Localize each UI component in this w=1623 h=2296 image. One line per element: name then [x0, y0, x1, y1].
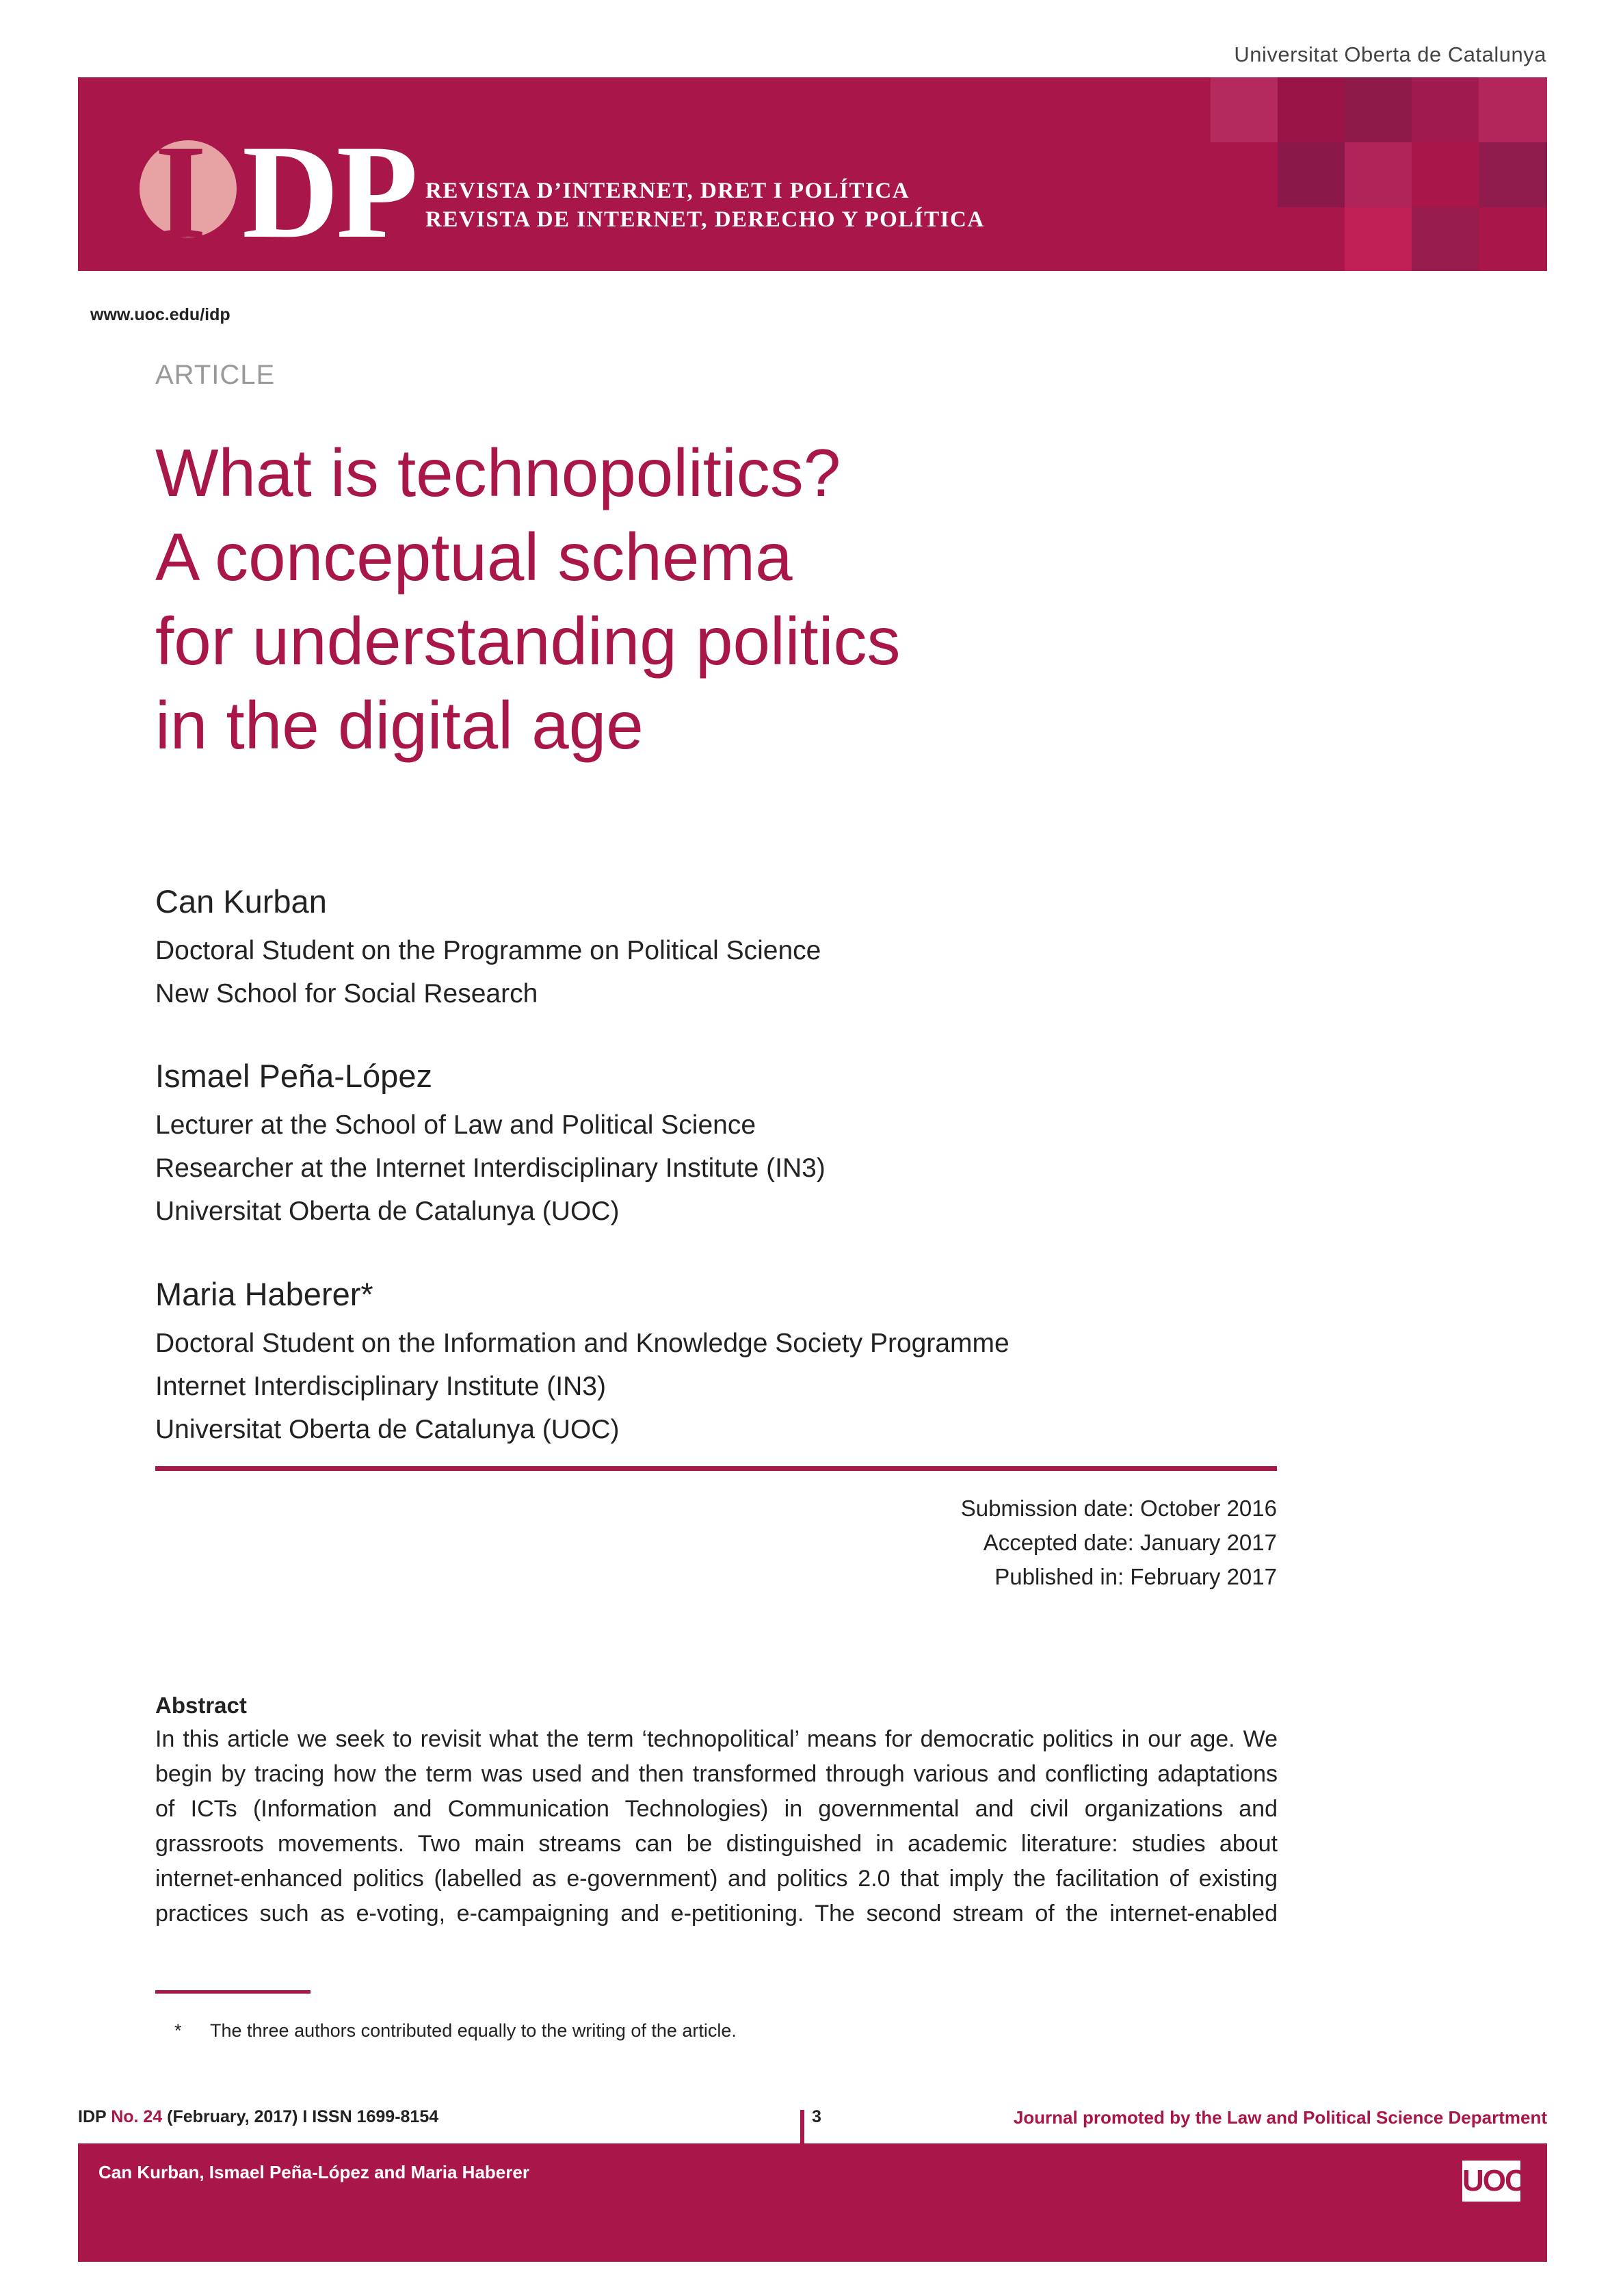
- article-title: [155, 431, 1318, 768]
- banner-mosaic-tile: [1278, 142, 1345, 207]
- submission-date: Submission date: October 2016: [960, 1496, 1277, 1521]
- accepted-date: Accepted date: January 2017: [983, 1530, 1277, 1555]
- author-affiliation: Doctoral Student on the Information and Knowledge Society Programme: [155, 1329, 1010, 1358]
- author-affiliation: Universitat Oberta de Catalunya (UOC): [155, 1415, 620, 1444]
- logo-letter-i: I: [155, 118, 207, 266]
- issue-journal: IDP: [78, 2107, 107, 2126]
- author-affiliation: Lecturer at the School of Law and Political Science: [155, 1110, 756, 1140]
- footnote-marker: *: [174, 2020, 182, 2041]
- banner-mosaic-tile: [1345, 207, 1412, 271]
- banner-mosaic-tile: [1345, 142, 1412, 207]
- footer-authors: Can Kurban, Ismael Peña-López and Maria Haberer: [98, 2162, 529, 2182]
- title-line: in the digital age: [155, 688, 644, 763]
- journal-url[interactable]: www.uoc.edu/idp: [90, 305, 230, 324]
- author-affiliation: Internet Interdisciplinary Institute (IN3): [155, 1372, 606, 1401]
- banner-mosaic-tile: [1278, 77, 1345, 142]
- issue-details: (February, 2017) I ISSN 1699-8154: [167, 2107, 439, 2126]
- page-number: 3: [812, 2107, 821, 2126]
- banner-mosaic-tile: [1479, 77, 1547, 142]
- abstract-line: grassroots movements. Two main streams can be distinguished in academic literature: studies about: [155, 1831, 1278, 1857]
- footnote: [174, 2020, 737, 2041]
- title-line: for understanding politics: [155, 603, 901, 679]
- abstract-line: internet-enhanced politics (labelled as e-government) and politics 2.0 that imply the facilitation of existing: [155, 1866, 1278, 1892]
- uoc-logo-icon: UOC: [1462, 2161, 1520, 2202]
- abstract-text: [155, 1722, 1278, 1931]
- page-marker-bar: [800, 2110, 804, 2144]
- abstract-line: In this article we seek to revisit what the term ‘technopolitical’ means for democratic politics in our age. We: [155, 1726, 1278, 1752]
- banner-mosaic-tile: [1479, 142, 1547, 207]
- abstract-heading: Abstract: [155, 1693, 247, 1718]
- title-line: What is technopolitics?: [155, 435, 841, 510]
- author-name: Ismael Peña-López: [155, 1058, 432, 1094]
- author-name: Maria Haberer*: [155, 1276, 373, 1312]
- author-name: Can Kurban: [155, 883, 327, 919]
- footnote-divider: [155, 1990, 311, 1994]
- university-name: Universitat Oberta de Catalunya: [1234, 42, 1546, 66]
- journal-banner: [78, 77, 1547, 271]
- author-affiliation: New School for Social Research: [155, 979, 538, 1008]
- footnote-text: The three authors contributed equally to the writing of the article.: [210, 2020, 737, 2041]
- section-label: ARTICLE: [155, 360, 276, 390]
- issue-number: No. 24: [111, 2107, 163, 2126]
- abstract-line: begin by tracing how the term was used and then transformed through various and conflicting adaptations: [155, 1761, 1278, 1787]
- footer-band: [78, 2143, 1547, 2262]
- banner-mosaic-tile: [1211, 77, 1278, 142]
- journal-name-spanish: REVISTA DE INTERNET, DERECHO Y POLÍTICA: [425, 207, 985, 232]
- banner-mosaic-tile: [1412, 77, 1479, 142]
- banner-mosaic-tile: [1345, 77, 1412, 142]
- logo-letters-dp: DP: [242, 118, 416, 266]
- promoted-by: Journal promoted by the Law and Political Science Department: [1013, 2107, 1547, 2128]
- author-affiliation: Doctoral Student on the Programme on Political Science: [155, 936, 821, 965]
- section-divider: [155, 1466, 1277, 1471]
- banner-mosaic-tile: [1412, 207, 1479, 271]
- title-line: A conceptual schema: [155, 519, 793, 595]
- journal-name-catalan: REVISTA D’INTERNET, DRET I POLÍTICA: [425, 179, 910, 203]
- abstract-line: practices such as e-voting, e-campaigning and e-petitioning. The second stream of the internet-enabled: [155, 1901, 1278, 1927]
- author-affiliation: Universitat Oberta de Catalunya (UOC): [155, 1197, 620, 1226]
- issue-info: [78, 2107, 438, 2127]
- abstract-line: of ICTs (Information and Communication Technologies) in governmental and civil organizations and: [155, 1796, 1278, 1822]
- author-affiliation: Researcher at the Internet Interdisciplinary Institute (IN3): [155, 1153, 826, 1183]
- published-date: Published in: February 2017: [994, 1564, 1277, 1589]
